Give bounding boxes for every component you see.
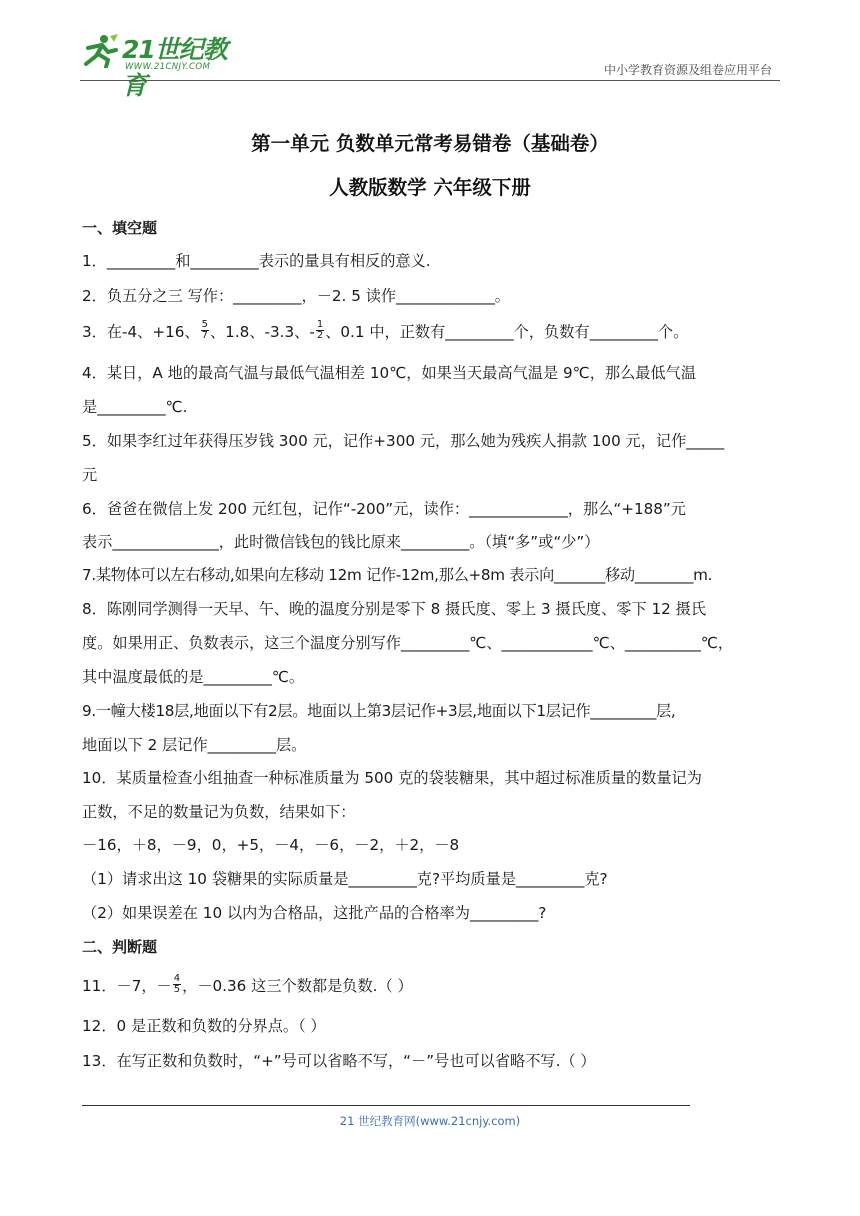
question-3-part-a: 3．在-4、+16、	[82, 323, 200, 341]
question-1: 1．_________和_________表示的量具有相反的意义.	[82, 252, 431, 270]
question-6-line-2: 表示______________，此时微信钱包的钱比原来_________。（填“多”或“少”）	[82, 533, 600, 551]
question-11	[82, 975, 413, 997]
fraction-numerator: 4	[173, 973, 181, 984]
question-10-line-1: 10．某质量检查小组抽查一种标准质量为 500 克的袋装糖果，其中超过标准质量的数量记为	[82, 769, 702, 787]
platform-name: 中小学教育资源及组卷应用平台	[603, 63, 772, 77]
footer-divider	[82, 1105, 690, 1106]
page-header	[80, 28, 780, 100]
section-judge-heading: 二、判断题	[82, 938, 158, 956]
question-5-line-1: 5．如果李红过年获得压岁钱 300 元，记作+300 元，那么她为残疾人捐款 100 元，记作_____	[82, 432, 725, 450]
fraction-four-fifths	[173, 974, 181, 995]
question-2: 2．负五分之三 写作：_________，－2. 5 读作_____________。	[82, 287, 510, 305]
question-7: 7.某物体可以左右移动,如果向左移动 12m 记作-12m,那么+8m 表示向_______移动________m.	[82, 566, 713, 584]
page-title: 第一单元 负数单元常考易错卷（基础卷）	[251, 132, 609, 155]
question-8-line-1: 8．陈刚同学测得一天早、午、晚的温度分别是零下 8 摄氏度、零上 3 摄氏度、零下 12 摄氏	[82, 600, 707, 618]
question-3-part-b: 、1.8、-3.3、-	[209, 323, 315, 341]
question-3-part-c: 、0.1 中，正数有_________个，负数有_________个。	[325, 323, 689, 341]
header-divider	[80, 80, 780, 81]
question-10-part-1: （1）请求出这 10 袋糖果的实际质量是_________克?平均质量是_________克?	[82, 870, 608, 888]
question-13: 13．在写正数和负数时，“+”号可以省略不写，“－”号也可以省略不写.（ ）	[82, 1052, 596, 1070]
question-10-data: －16，＋8，－9，0，+5，－4，－6，－2，＋2，－8	[82, 836, 460, 854]
question-4-line-1: 4．某日，A 地的最高气温与最低气温相差 10℃，如果当天最高气温是 9℃，那么最低气温	[82, 364, 697, 382]
logo-url: WWW.21CNJY.COM	[125, 62, 211, 72]
question-10-part-2: （2）如果误差在 10 以内为合格品，这批产品的合格率为_________?	[82, 904, 547, 922]
question-11-part-a: 11．－7，－	[82, 977, 172, 995]
question-8-line-3: 其中温度最低的是_________℃。	[82, 668, 305, 686]
runner-logo-icon	[80, 34, 120, 68]
question-4-line-2: 是_________℃.	[82, 398, 188, 416]
question-9-line-1: 9.一幢大楼18层,地面以下有2层。地面以上第3层记作+3层,地面以下1层记作_________层,	[82, 702, 676, 720]
section-fill-heading: 一、填空题	[82, 219, 158, 237]
fraction-denominator: 7	[201, 330, 208, 341]
fraction-denominator: 2	[316, 330, 324, 341]
question-6-line-1: 6．爸爸在微信上发 200 元红包，记作“-200”元，读作：_____________，那么“+188”元	[82, 500, 686, 518]
page-subtitle: 人教版数学 六年级下册	[329, 176, 531, 199]
fraction-numerator: 1	[316, 319, 324, 330]
fraction-denominator: 5	[173, 984, 181, 995]
footer-link[interactable]: 21 世纪教育网(www.21cnjy.com)	[339, 1114, 521, 1128]
fraction-one-half	[316, 320, 324, 341]
logo	[80, 28, 250, 100]
question-11-part-b: ，－0.36 这三个数都是负数.（ ）	[182, 977, 413, 995]
question-10-line-2: 正数，不足的数量记为负数，结果如下：	[82, 803, 356, 821]
fraction-numerator: 5	[201, 319, 208, 330]
fraction-five-sevenths	[201, 320, 209, 341]
question-3	[82, 321, 688, 343]
question-8-line-2: 度。如果用正、负数表示，这三个温度分别写作_________℃、____________℃、__________℃，	[82, 634, 734, 652]
question-9-line-2: 地面以下 2 层记作_________层。	[82, 736, 307, 754]
logo-text: 21世纪教育	[122, 35, 227, 100]
question-12: 12．0 是正数和负数的分界点。（ ）	[82, 1017, 326, 1035]
question-5-line-2: 元	[82, 466, 98, 484]
